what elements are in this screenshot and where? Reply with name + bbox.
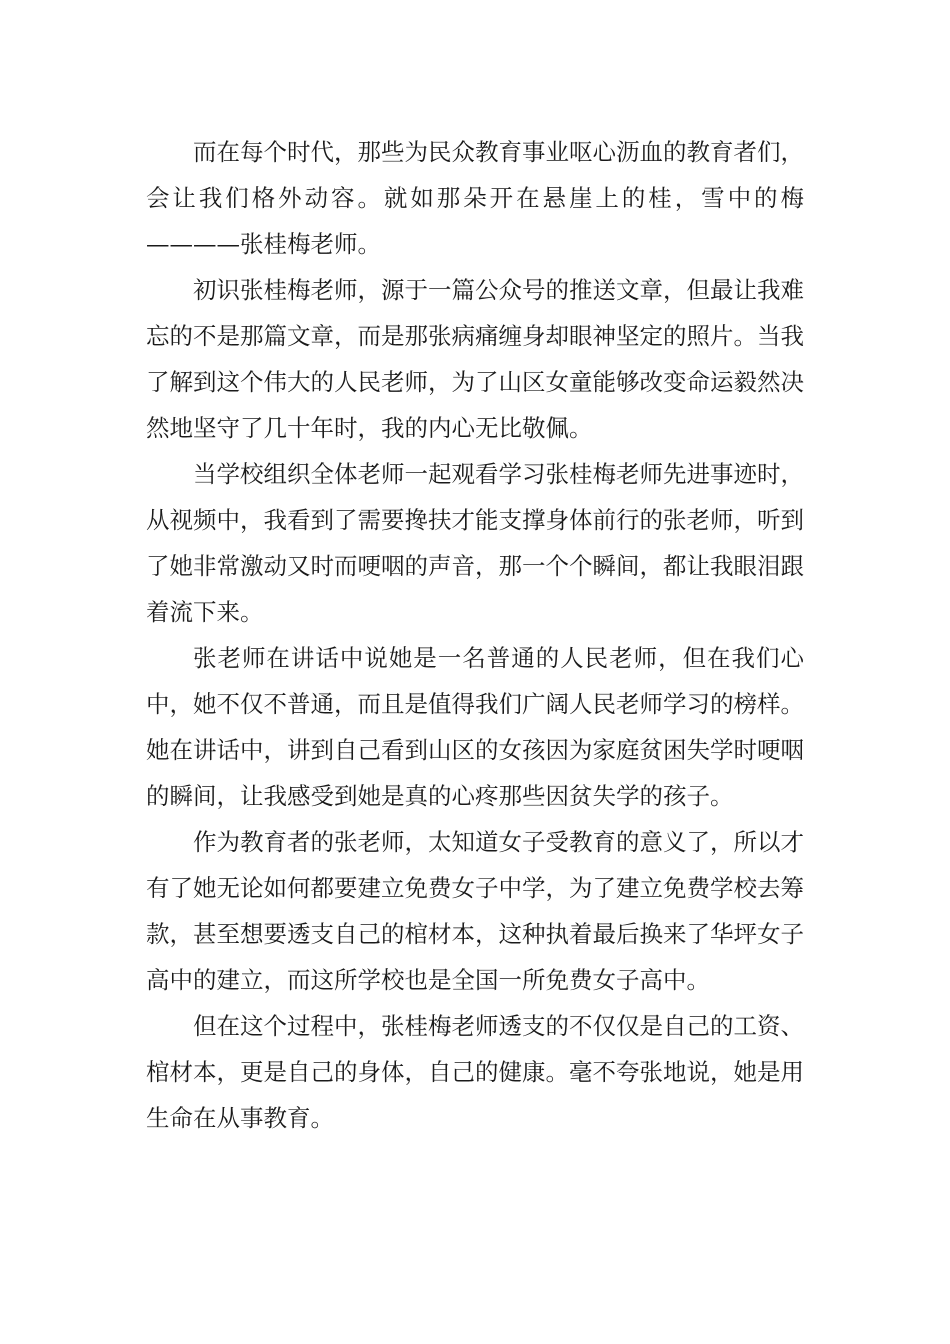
paragraph-2: 初识张桂梅老师，源于一篇公众号的推送文章，但最让我难忘的不是那篇文章，而是那张病痛缠身却眼神坚定的照片。当我了解到这个伟大的人民老师，为了山区女童能够改变命运毅然决然地坚守了几十年时，我的内心无比敬佩。 <box>146 276 804 442</box>
paragraph-5: 作为教育者的张老师，太知道女子受教育的意义了，所以才有了她无论如何都要建立免费女子中学，为了建立免费学校去筹款，甚至想要透支自己的棺材本，这种执着最后换来了华坪女子高中的建立，而这所学校也是全国一所免费女子高中。 <box>146 828 804 994</box>
paragraph-6: 但在这个过程中，张桂梅老师透支的不仅仅是自己的工资、棺材本，更是自己的身体，自己的健康。毫不夸张地说，她是用生命在从事教育。 <box>146 1012 804 1132</box>
paragraph-3: 当学校组织全体老师一起观看学习张桂梅老师先进事迹时，从视频中，我看到了需要搀扶才能支撑身体前行的张老师，听到了她非常激动又时而哽咽的声音，那一个个瞬间，都让我眼泪跟着流下来。 <box>146 460 804 626</box>
paragraph-1: 而在每个时代，那些为民众教育事业呕心沥血的教育者们，会让我们格外动容。就如那朵开在悬崖上的桂，雪中的梅————张桂梅老师。 <box>146 138 804 258</box>
paragraph-4: 张老师在讲话中说她是一名普通的人民老师，但在我们心中，她不仅不普通，而且是值得我们广阔人民老师学习的榜样。她在讲话中，讲到自己看到山区的女孩因为家庭贫困失学时哽咽的瞬间，让我感受到她是真的心疼那些因贫失学的孩子。 <box>146 644 804 810</box>
document-body <box>146 129 804 1141</box>
